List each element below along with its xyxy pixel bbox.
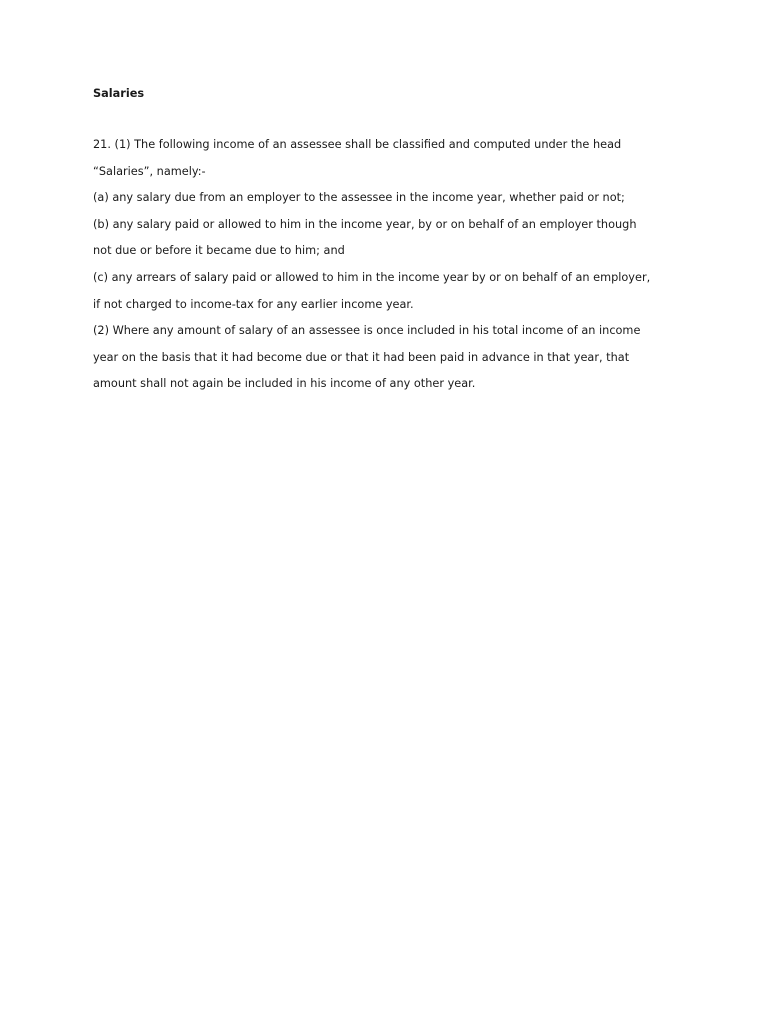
text-line-9: year on the basis that it had become due or that it had been paid in advance in that year, that xyxy=(93,350,630,364)
text-line-10: amount shall not again be included in his income of any other year. xyxy=(93,377,476,391)
text-line-6: (c) any arrears of salary paid or allowed to him in the income year by or on behalf of an employer, xyxy=(93,270,651,284)
text-line-1: 21. (1) The following income of an assessee shall be classified and computed under the head xyxy=(93,138,622,151)
text-line-5: not due or before it became due to him; and xyxy=(93,244,345,258)
text-line-2: “Salaries”, namely:- xyxy=(93,164,206,178)
text-line-3: (a) any salary due from an employer to the assessee in the income year, whether paid or not; xyxy=(93,191,625,205)
text-line-8: (2) Where any amount of salary of an assessee is once included in his total income of an income xyxy=(93,324,641,338)
text-line-4: (b) any salary paid or allowed to him in the income year, by or on behalf of an employer though xyxy=(93,217,637,231)
section-title: Salaries xyxy=(93,87,145,100)
document-body xyxy=(93,86,693,403)
title-spacer xyxy=(93,102,693,137)
text-line-7: if not charged to income-tax for any earlier income year. xyxy=(93,297,414,311)
